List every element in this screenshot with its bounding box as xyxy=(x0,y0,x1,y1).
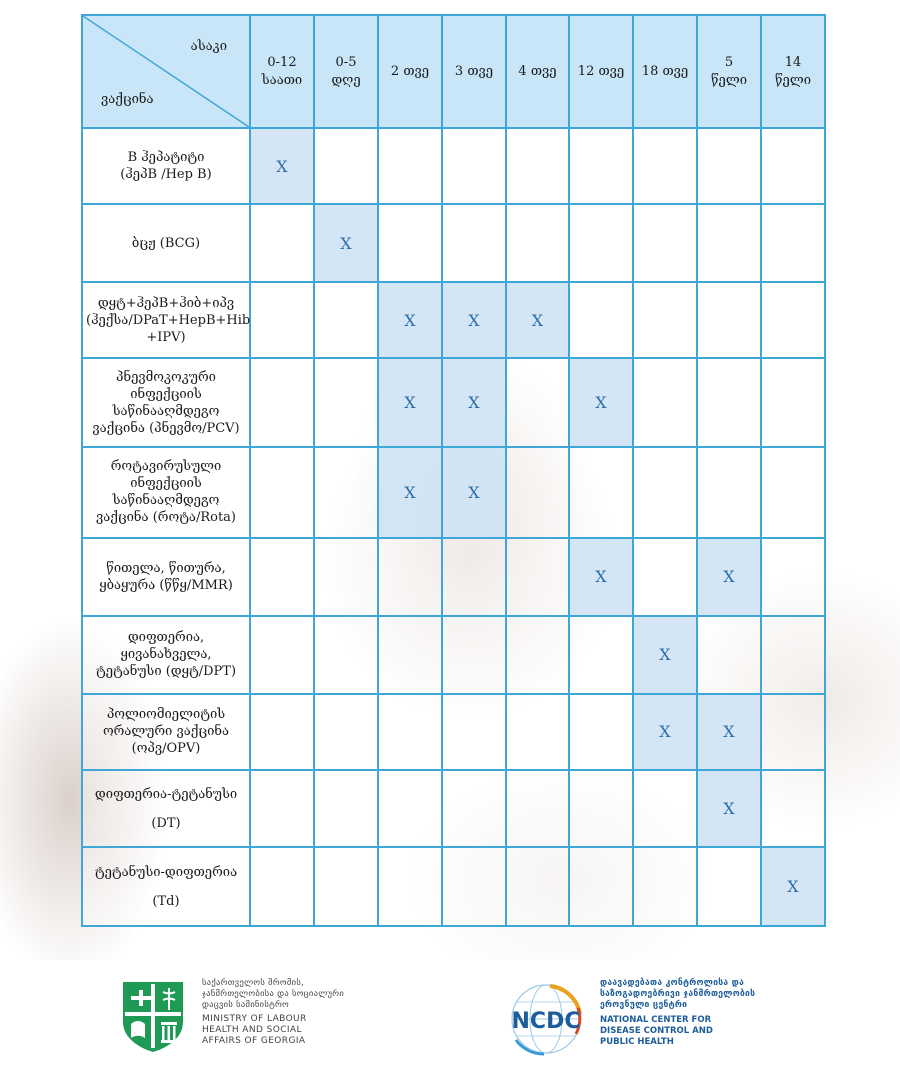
empty-cell xyxy=(569,204,633,281)
footer xyxy=(0,960,900,1079)
dose-mark-cell: X xyxy=(250,128,314,204)
empty-cell xyxy=(569,694,633,770)
age-header-line: 12 თვე xyxy=(577,63,625,79)
empty-cell xyxy=(314,128,378,204)
vaccine-name-line: (DT) xyxy=(151,815,181,831)
empty-cell xyxy=(697,204,761,281)
empty-cell xyxy=(378,847,442,926)
table-row xyxy=(82,538,825,616)
vaccine-name-line xyxy=(86,803,246,815)
vaccine-name-cell xyxy=(82,847,250,926)
ministry-emblem-icon xyxy=(119,978,187,1054)
age-header-7 xyxy=(697,15,761,128)
vaccine-name-line: (ჰეპB /Hep B) xyxy=(120,167,212,183)
vaccine-name-line: ბცჟ (BCG) xyxy=(131,235,201,251)
header-row xyxy=(82,15,825,128)
dose-mark-cell: X xyxy=(697,538,761,616)
dose-mark-cell: X xyxy=(442,358,506,447)
age-header-0 xyxy=(250,15,314,128)
ministry-ka-line: დაცვის სამინისტრო xyxy=(202,1000,290,1010)
vaccine-name-cell xyxy=(82,358,250,447)
empty-cell xyxy=(569,282,633,358)
empty-cell xyxy=(378,694,442,770)
vaccine-name-line: პოლიომიელიტის xyxy=(106,707,226,723)
ncdc-name-georgian xyxy=(600,978,840,1011)
vaccine-name-line: დყტ+ჰეპB+ჰიბ+იპვ xyxy=(97,295,235,311)
ministry-logo xyxy=(119,978,187,1054)
empty-cell xyxy=(761,204,825,281)
ministry-en-line: MINISTRY OF LABOUR xyxy=(202,1014,307,1024)
empty-cell xyxy=(250,282,314,358)
age-header-line: წელი xyxy=(775,72,811,88)
empty-cell xyxy=(250,358,314,447)
vaccine-name-line: ინფექციის xyxy=(130,386,202,402)
table-row xyxy=(82,847,825,926)
table-row xyxy=(82,694,825,770)
dose-mark-cell: X xyxy=(697,694,761,770)
vaccine-name-line: როტავირუსული xyxy=(110,459,222,475)
empty-cell xyxy=(250,447,314,538)
vaccine-name-cell xyxy=(82,616,250,693)
schedule-table xyxy=(81,14,826,927)
ministry-name-georgian xyxy=(202,978,402,1011)
age-header-line: 0-5 xyxy=(335,54,357,70)
table-row xyxy=(82,358,825,447)
vaccine-name-line: საწინააღმდეგო xyxy=(112,403,220,419)
ncdc-ka-line: დაავადებათა კონტროლისა და xyxy=(600,978,745,988)
vaccine-name-cell xyxy=(82,128,250,204)
ncdc-logo xyxy=(504,978,592,1060)
age-header-line: საათი xyxy=(261,72,303,88)
dose-mark-cell: X xyxy=(633,694,697,770)
vaccination-schedule xyxy=(81,14,824,927)
empty-cell xyxy=(442,128,506,204)
empty-cell xyxy=(442,538,506,616)
empty-cell xyxy=(569,447,633,538)
age-header-line: 4 თვე xyxy=(518,63,557,79)
table-row xyxy=(82,128,825,204)
empty-cell xyxy=(250,204,314,281)
empty-cell xyxy=(697,282,761,358)
vaccine-name-line: დიფთერია-ტეტანუსი xyxy=(94,786,238,802)
ministry-ka-line: ჯანმრთელობისა და სოციალური xyxy=(202,989,345,999)
empty-cell xyxy=(761,694,825,770)
vaccine-name-line: ტეტანუსი-დიფთერია xyxy=(94,864,238,880)
empty-cell xyxy=(633,204,697,281)
age-header-line: 3 თვე xyxy=(454,63,494,79)
vaccine-name-line: პნევმოკოკური xyxy=(116,369,216,385)
empty-cell xyxy=(314,447,378,538)
ministry-ka-line: საქართველოს შრომის, xyxy=(202,978,305,988)
empty-cell xyxy=(569,770,633,847)
empty-cell xyxy=(442,770,506,847)
empty-cell xyxy=(506,694,569,770)
empty-cell xyxy=(633,770,697,847)
empty-cell xyxy=(442,847,506,926)
age-header-2 xyxy=(378,15,442,128)
empty-cell xyxy=(442,204,506,281)
empty-cell xyxy=(250,616,314,693)
age-header-line: 2 თვე xyxy=(390,63,430,79)
empty-cell xyxy=(569,128,633,204)
dose-mark-cell: X xyxy=(314,204,378,281)
empty-cell xyxy=(506,770,569,847)
table-row xyxy=(82,204,825,281)
empty-cell xyxy=(506,128,569,204)
vaccine-name-line: ორალური ვაქცინა xyxy=(102,724,230,740)
empty-cell xyxy=(761,447,825,538)
empty-cell xyxy=(761,770,825,847)
age-header-line: 5 xyxy=(724,54,734,70)
dose-mark-cell: X xyxy=(378,447,442,538)
empty-cell xyxy=(506,616,569,693)
vaccine-name-line: წითელა, წითურა, xyxy=(106,560,226,576)
vaccine-name-line xyxy=(86,881,246,893)
dose-mark-cell: X xyxy=(442,282,506,358)
vaccine-name-cell xyxy=(82,694,250,770)
ministry-en-line: HEALTH AND SOCIAL xyxy=(202,1025,302,1035)
ncdc-en-line: DISEASE CONTROL AND xyxy=(600,1026,713,1036)
empty-cell xyxy=(633,447,697,538)
vaccine-name-line: ყივანახველა, xyxy=(120,647,212,663)
vaccine-name-line: ვაქცინა (პნევმო/PCV) xyxy=(92,420,240,436)
vaccine-name-line: (Td) xyxy=(152,893,180,909)
age-header-line: 0-12 xyxy=(267,54,297,70)
vaccine-name-cell xyxy=(82,770,250,847)
empty-cell xyxy=(633,847,697,926)
dose-mark-cell: X xyxy=(569,358,633,447)
empty-cell xyxy=(697,616,761,693)
empty-cell xyxy=(314,770,378,847)
empty-cell xyxy=(378,770,442,847)
empty-cell xyxy=(569,616,633,693)
ncdc-en-line: PUBLIC HEALTH xyxy=(600,1037,674,1047)
empty-cell xyxy=(442,616,506,693)
empty-cell xyxy=(506,538,569,616)
age-header-line: დღე xyxy=(331,72,361,88)
vaccine-name-cell xyxy=(82,282,250,358)
empty-cell xyxy=(378,538,442,616)
ministry-en-line: AFFAIRS OF GEORGIA xyxy=(202,1036,306,1046)
table-row xyxy=(82,447,825,538)
empty-cell xyxy=(378,616,442,693)
ncdc-ka-line: საზოგადოებრივი ჯანმრთელობის xyxy=(600,989,756,999)
ncdc-name-english xyxy=(600,1015,840,1048)
empty-cell xyxy=(506,847,569,926)
dose-mark-cell: X xyxy=(569,538,633,616)
vaccine-name-line: საწინააღმდეგო xyxy=(112,493,220,509)
empty-cell xyxy=(633,358,697,447)
dose-mark-cell: X xyxy=(442,447,506,538)
vaccine-name-line: B ჰეპატიტი xyxy=(127,150,205,166)
age-axis-label: ასაკი xyxy=(190,39,227,54)
table-row xyxy=(82,770,825,847)
table-row xyxy=(82,282,825,358)
empty-cell xyxy=(314,282,378,358)
empty-cell xyxy=(761,616,825,693)
empty-cell xyxy=(314,358,378,447)
empty-cell xyxy=(442,694,506,770)
age-header-4 xyxy=(506,15,569,128)
empty-cell xyxy=(633,128,697,204)
empty-cell xyxy=(250,694,314,770)
empty-cell xyxy=(250,770,314,847)
vaccine-name-cell xyxy=(82,447,250,538)
ncdc-en-line: NATIONAL CENTER FOR xyxy=(600,1015,712,1025)
table-row xyxy=(82,616,825,693)
vaccine-name-line: ტეტანუსი (დყტ/DPT) xyxy=(95,664,237,680)
empty-cell xyxy=(569,847,633,926)
dose-mark-cell: X xyxy=(506,282,569,358)
empty-cell xyxy=(506,358,569,447)
vaccine-name-line: დიფთერია, xyxy=(127,630,205,646)
corner-cell xyxy=(82,15,250,128)
empty-cell xyxy=(506,447,569,538)
ncdc-ka-line: ეროვნული ცენტრი xyxy=(600,1000,688,1010)
vaccine-name-line: ყბაყურა (წწყ/MMR) xyxy=(99,577,233,593)
vaccine-name-line: (ოპვ/OPV) xyxy=(131,741,201,757)
empty-cell xyxy=(633,282,697,358)
age-header-6 xyxy=(633,15,697,128)
empty-cell xyxy=(761,538,825,616)
empty-cell xyxy=(378,128,442,204)
empty-cell xyxy=(761,128,825,204)
ministry-name-english xyxy=(202,1014,402,1047)
diagonal-line xyxy=(83,16,249,127)
empty-cell xyxy=(761,282,825,358)
ncdc-logo-text: NCDC xyxy=(511,1009,581,1034)
age-header-3 xyxy=(442,15,506,128)
empty-cell xyxy=(314,538,378,616)
dose-mark-cell: X xyxy=(378,282,442,358)
vaccine-name-line: ინფექციის xyxy=(130,476,202,492)
empty-cell xyxy=(314,694,378,770)
dose-mark-cell: X xyxy=(761,847,825,926)
empty-cell xyxy=(506,204,569,281)
empty-cell xyxy=(314,847,378,926)
vaccine-name-cell xyxy=(82,204,250,281)
schedule-body xyxy=(82,128,825,926)
empty-cell xyxy=(761,358,825,447)
age-header-8 xyxy=(761,15,825,128)
dose-mark-cell: X xyxy=(697,770,761,847)
vaccine-axis-label: ვაქცინა xyxy=(101,92,154,107)
empty-cell xyxy=(697,128,761,204)
empty-cell xyxy=(250,538,314,616)
age-header-1 xyxy=(314,15,378,128)
age-header-line: 18 თვე xyxy=(641,63,689,79)
empty-cell xyxy=(378,204,442,281)
ncdc-globe-icon xyxy=(504,978,592,1060)
age-header-5 xyxy=(569,15,633,128)
dose-mark-cell: X xyxy=(633,616,697,693)
empty-cell xyxy=(633,538,697,616)
dose-mark-cell: X xyxy=(378,358,442,447)
age-header-line: წელი xyxy=(711,72,747,88)
age-header-line: 14 xyxy=(784,54,802,70)
vaccine-name-line: +IPV) xyxy=(146,329,186,345)
empty-cell xyxy=(697,847,761,926)
empty-cell xyxy=(314,616,378,693)
vaccine-name-line: (ჰექსა/DPaT+HepB+Hib xyxy=(86,312,251,328)
vaccine-name-line: ვაქცინა (როტა/Rota) xyxy=(95,510,236,526)
empty-cell xyxy=(250,847,314,926)
empty-cell xyxy=(697,447,761,538)
vaccine-name-cell xyxy=(82,538,250,616)
empty-cell xyxy=(697,358,761,447)
